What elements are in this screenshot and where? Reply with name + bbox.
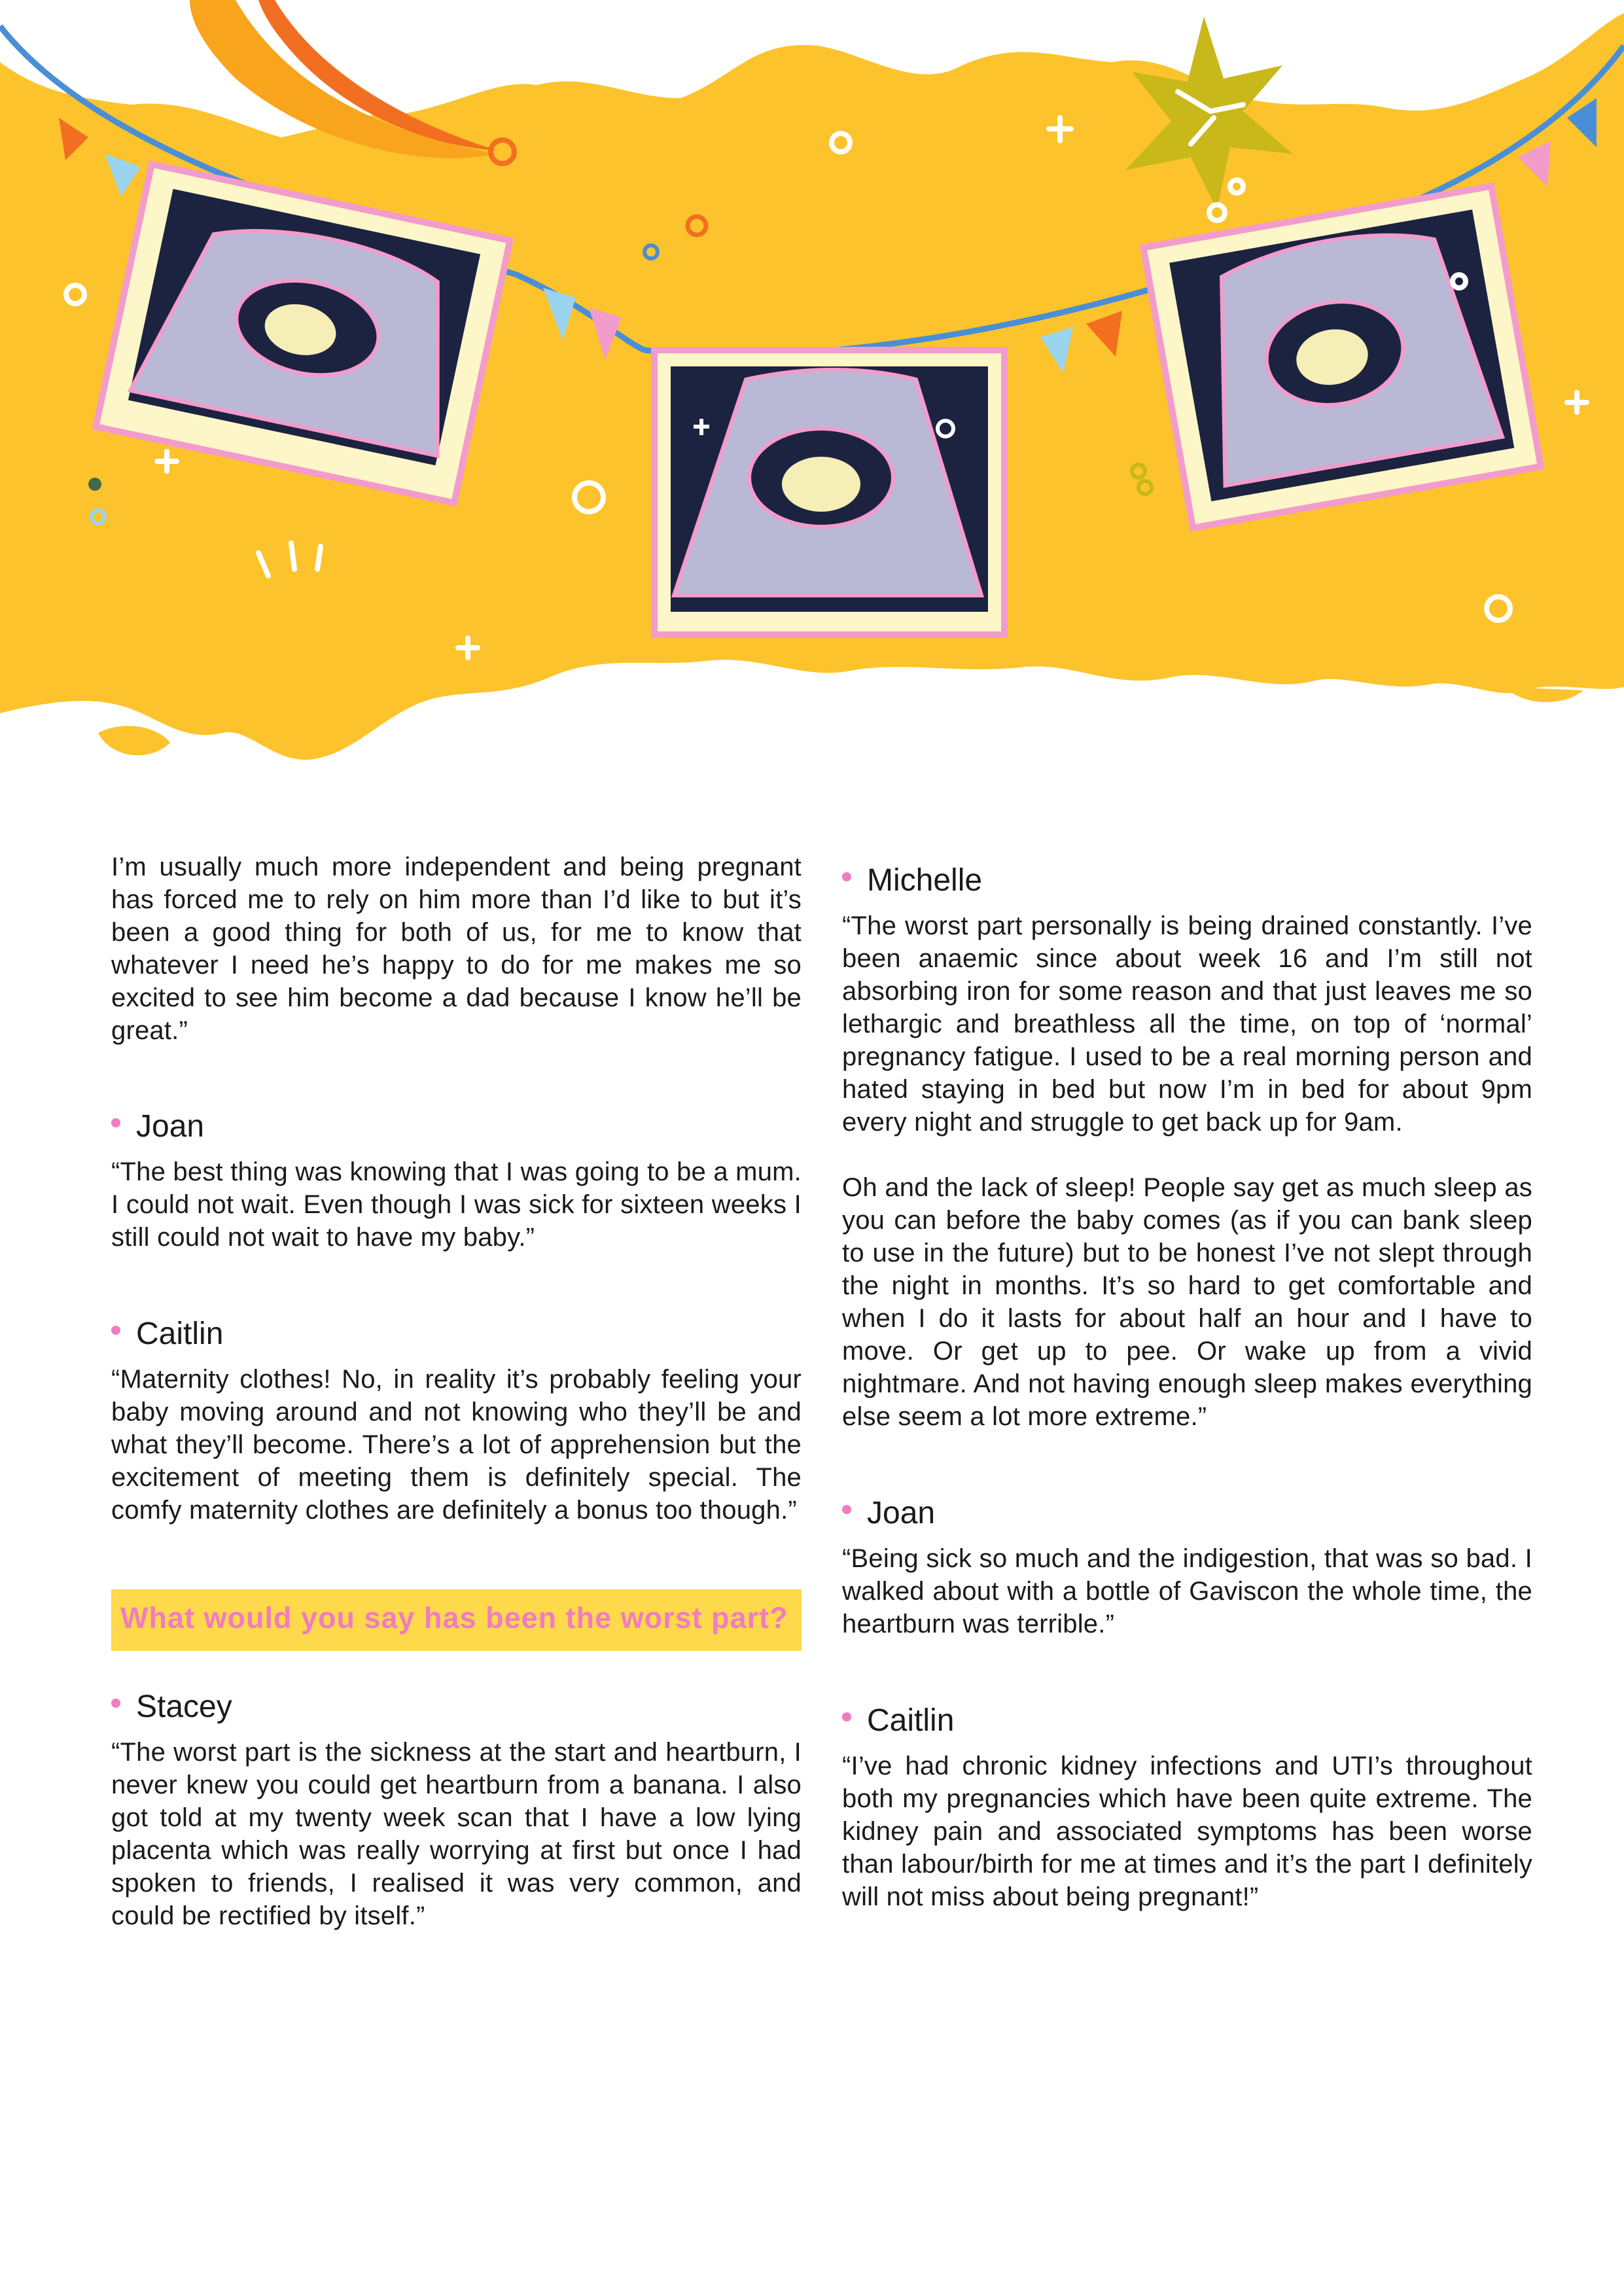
bullet-icon [111, 1326, 120, 1335]
respondent-name: Joan [111, 1108, 802, 1145]
respondent-quote: “Maternity clothes! No, in reality it’s probably feeling your baby moving around and not knowing who they’ll be and what they’ll become. There’s a lot of apprehension but the excitement of meeting them is definitely special. The comfy maternity clothes are definitely a bonus too though.” [111, 1365, 802, 1525]
question-heading: What would you say has been the worst part? [111, 1589, 802, 1651]
bullet-icon [842, 872, 851, 881]
bullet-icon [111, 1118, 120, 1127]
bullet-icon [111, 1699, 120, 1708]
bullet-icon [842, 1712, 851, 1722]
bullet-icon [842, 1505, 851, 1514]
header-illustration [0, 0, 1624, 779]
respondent-quote: “I’ve had chronic kidney infections and UTI’s throughout both my pregnancies which have been quite extreme. The kidney pain and associated symptoms has been worse than labour/birth for me at times and it’s the part I definitely will not miss about being pregnant!” [842, 1752, 1532, 1911]
respondent-name: Caitlin [111, 1316, 802, 1352]
respondent-name: Caitlin [842, 1703, 1532, 1739]
respondent-quote: “The best thing was knowing that I was going to be a mum. I could not wait. Even though I was sick for sixteen weeks I still could not wait to have my baby.” [111, 1157, 802, 1252]
respondent-quote: “The worst part personally is being drained constantly. I’ve been anaemic since about week 16 and I’m still not absorbing iron for some reason and that just leaves me so lethargic and breathless all the time, on top of ‘normal’ pregnancy fatigue. I used to be a real morning person and hated staying in bed but now I’m in bed for about 9pm every night and struggle to get back up for 9am. [842, 911, 1532, 1137]
right-column [842, 862, 1532, 1913]
intro-paragraph: I’m usually much more independent and being pregnant has forced me to rely on him more than I’d like to but it’s been a good thing for both of us, for me to know that whatever I need he’s happy to do for me makes me so excited to see him become a dad because I know he’ll be great.” [111, 853, 802, 1045]
respondent-quote: “Being sick so much and the indigestion, that was so bad. I walked about with a bottle of Gaviscon the whole time, the heartburn was terrible.” [842, 1544, 1532, 1638]
respondent-name: Joan [842, 1495, 1532, 1532]
ultrasound-scan-icon [654, 350, 1004, 635]
respondent-quote: “The worst part is the sickness at the start and heartburn, I never knew you could get heartburn from a banana. I also got told at my twenty week scan that I have a low lying placenta which was really worrying at first but once I had spoken to friends, I realised it was very common, and could be rectified by itself.” [111, 1738, 802, 1930]
left-column [111, 851, 802, 1932]
ultrasound-scan-icon [1143, 186, 1540, 528]
respondent-name: Michelle [842, 862, 1532, 899]
respondent-quote-continued: Oh and the lack of sleep! People say get as much sleep as you can before the baby comes (as if you can bank sleep to use in the future) but to be honest I’ve not slept through the night in months. It’s so hard to get comfortable and when I do it lasts for about half an hour and I have to move. Or get up to pee. Or wake up from a vivid nightmare. And not having enough sleep makes everything else seem a lot more extreme.” [842, 1173, 1532, 1431]
respondent-name: Stacey [111, 1689, 802, 1725]
